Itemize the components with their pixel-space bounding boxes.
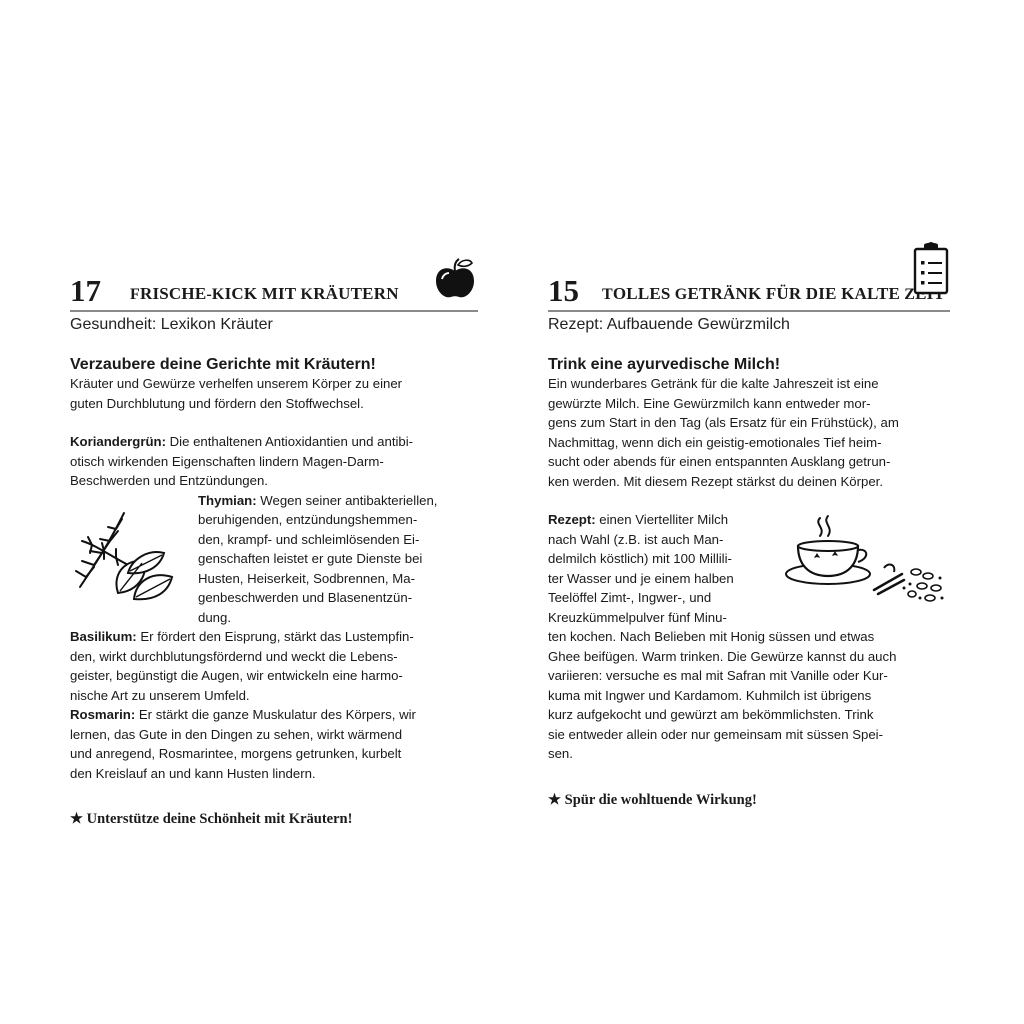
card-number: 17 <box>70 273 101 308</box>
card-17 <box>70 248 478 828</box>
herbs-illustration <box>72 505 184 610</box>
star-tip: ★ Spür die wohltuende Wirkung! <box>548 791 757 808</box>
title-part: RISCHE <box>139 284 207 303</box>
card-subtitle: Rezept: Aufbauende Gewürzmilch <box>548 316 790 333</box>
tea-cup-spices-illustration <box>784 514 950 619</box>
intro-text: Ein wunderbares Getränk für die kalte Jahreszeit ist eine gewürzte Milch. Eine Gewürzmilch kann entweder mor- gens zum Start in den Tag (als Ersatz für ein Frühstück), am Nachmittag, wenn dich ein geistig-emotionales Tief heim- sucht oder abends für einen entspannten Ausklang getrun- ken werden. Mit diesem Rezept stärkst du deinen Körper. <box>548 376 899 489</box>
rezept-entry: Rezept: einen Viertelliter Milch nach Wahl (z.B. ist auch Man- delmilch köstlich) mit 100 Millili- ter Wasser und je einem halben Teelöffel Zimt-, Ingwer-, und Kreuzkümmelpulver fünf Minu- <box>548 512 734 625</box>
card-title <box>130 284 399 304</box>
star-tip: ★ Unterstütze deine Schönheit mit Kräutern! <box>70 811 353 827</box>
title-part: G <box>670 286 688 303</box>
title-part: T <box>602 286 613 303</box>
title-part: F <box>130 286 140 303</box>
card-subtitle: Gesundheit: Lexikon Kräuter <box>70 316 273 333</box>
card-number: 15 <box>548 273 579 308</box>
title-part: -K <box>206 286 225 303</box>
title-part: K <box>296 286 314 303</box>
rosmarin-entry: Rosmarin: Er stärkt die ganze Muskulatur des Körpers, wir lernen, das Gute in den Dingen zu sehen, wirkt wärmend und anregend, Rosmarintee, morgens getrunken, kurbelt den Kreislauf an und kann Husten lindern. <box>70 707 416 781</box>
header-rule <box>70 310 478 312</box>
header-rule <box>548 310 950 312</box>
title-part: ICK MIT <box>224 284 297 303</box>
checklist-icon <box>912 241 950 302</box>
koriander-entry: Koriandergrün: Die enthaltenen Antioxidantien und antibi- otisch wirkenden Eigenschaften lindern Magen-Darm- Beschwerden und Entzündungen. <box>70 434 414 488</box>
title-part: RÄUTERN <box>313 284 399 303</box>
title-part: Z <box>900 286 916 303</box>
card-15 <box>548 248 950 809</box>
lead-heading: Verzaubere deine Gerichte mit Kräutern! <box>70 356 376 373</box>
thymian-entry: Thymian: Wegen seiner antibakteriellen, beruhigenden, entzündungshemmen- den, krampf- und schleimlösenden Ei- genschaften leistet er gute Dienste bei Husten, Heiserkeit, Sodbrennen, Ma- genbeschwerden und Blasenentzün- dung. <box>198 492 438 625</box>
card-header <box>70 248 478 312</box>
card-title <box>602 284 945 304</box>
intro-text: Kräuter und Gewürze verhelfen unserem Körper zu einer guten Durchblutung und fördern den Stoffwechsel. <box>70 376 403 411</box>
title-part: OLLES <box>612 284 671 303</box>
apple-icon <box>432 257 478 306</box>
card-header <box>548 248 950 312</box>
basilikum-entry: Basilikum: Er fördert den Eisprung, stärkt das Lustempfin- den, wirkt durchblutungsfördernd und weckt die Lebens- geister, begünstigt die Augen, wir entwickeln eine harmo- nische Art zu unserem Umfeld. <box>70 629 414 703</box>
title-part: ETRÄNK FÜR DIE KALTE <box>687 284 901 303</box>
rezept-continued: ten kochen. Nach Belieben mit Honig süssen und etwas Ghee beifügen. Warm trinken. Die Gewürze kannst du auch variieren: versuche es mal mit Safran mit Vanille oder Kur- kuma mit Ingwer und Kardamom. Kuhmilch ist übrigens kurz aufgekocht und gewürzt am bekömmlichsten. Trink sie entweder allein oder nur gemeinsam mit süssen Spei- sen. <box>548 629 897 761</box>
lead-heading: Trink eine ayurvedische Milch! <box>548 356 781 373</box>
